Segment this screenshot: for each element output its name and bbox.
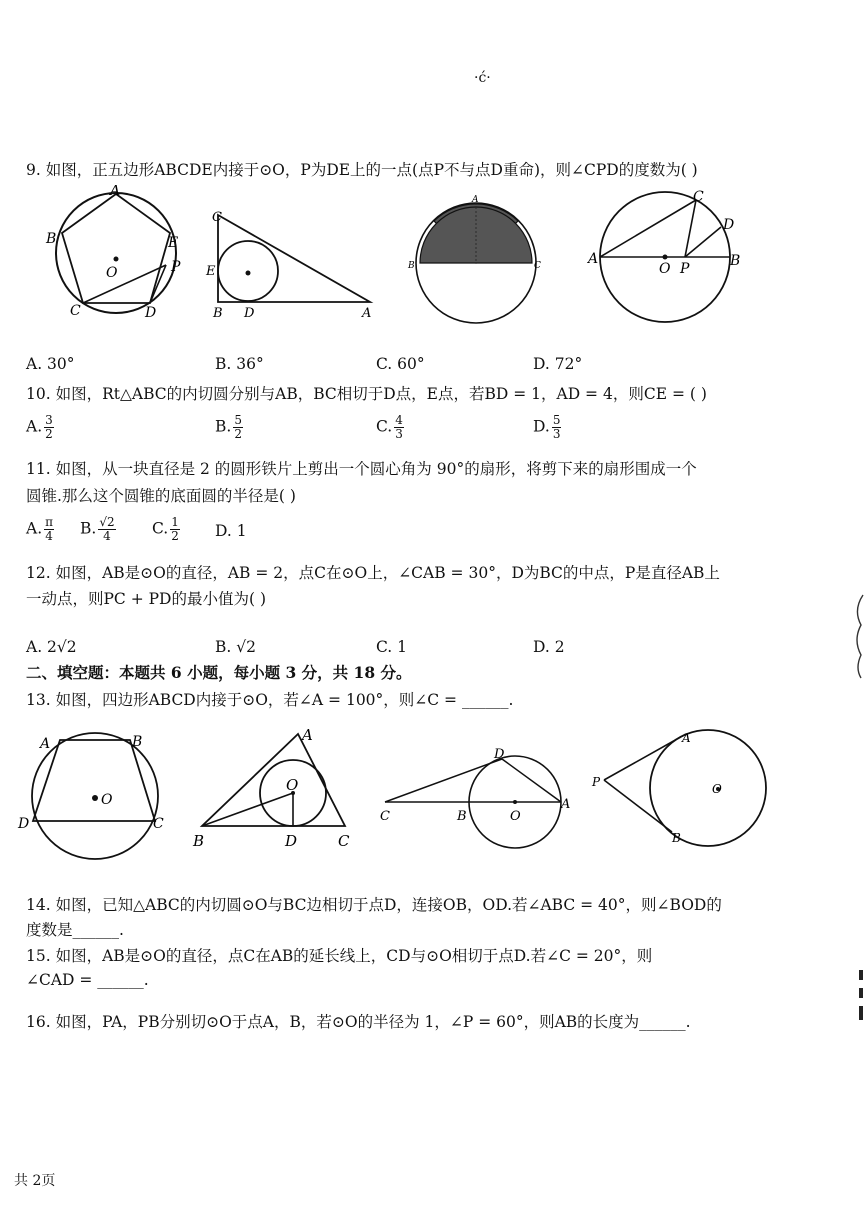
- label-E: E: [168, 235, 179, 251]
- label-P: P: [592, 775, 601, 789]
- denominator: 4: [45, 529, 53, 543]
- tangent-line-figure: [375, 742, 575, 857]
- question-10-text: 10. 如图，Rt△ABC的内切圆分别与AB，BC相切于D点，E点，若BD = 1，AD = 4，则CE = ( ): [26, 385, 707, 403]
- numerator: 5: [234, 413, 242, 427]
- question-15-line1: 15. 如图，AB是⊙O的直径，点C在AB的延长线上，CD与⊙O相切于点D.若∠C = 20°，则: [26, 947, 653, 965]
- label-B: B: [408, 261, 415, 271]
- label-A: A: [110, 185, 121, 199]
- q12-option-b: B. √2: [215, 638, 256, 656]
- label-O: O: [101, 792, 113, 808]
- scan-mark: ·ć·: [474, 70, 491, 86]
- label-B: B: [457, 809, 467, 824]
- denominator: 2: [234, 427, 242, 441]
- label-B: B: [46, 231, 57, 247]
- numerator: 1: [171, 515, 179, 529]
- numerator: 3: [45, 413, 53, 427]
- q10-option-b: [215, 414, 243, 441]
- label-C: C: [380, 809, 390, 824]
- q10-option-d: [533, 414, 561, 441]
- label-P: P: [171, 259, 181, 275]
- sector-figure: [400, 190, 550, 325]
- fraction: [44, 414, 54, 441]
- fraction: [170, 516, 180, 543]
- fraction: [552, 414, 562, 441]
- q12-option-c: C. 1: [376, 638, 408, 656]
- label-O: O: [712, 782, 722, 796]
- option-letter: B.: [80, 519, 97, 538]
- right-triangle-figure: [200, 205, 380, 320]
- question-9-text: 9. 如图，正五边形ABCDE内接于⊙O，P为DE上的一点(点P不与点D重命)，则∠CPD的度数为( ): [26, 161, 698, 179]
- label-C: C: [534, 261, 541, 271]
- option-letter: D.: [215, 522, 232, 540]
- fraction: [233, 414, 243, 441]
- margin-scribble: [849, 590, 867, 680]
- numerator: 4: [395, 413, 403, 427]
- label-D: D: [244, 306, 255, 320]
- margin-scribble: [853, 968, 867, 1028]
- numerator: π: [45, 515, 54, 529]
- page-footer: 共 2页: [14, 1173, 56, 1189]
- label-B: B: [213, 306, 223, 320]
- q9-option-a: A. 30°: [26, 355, 75, 373]
- label-A: A: [472, 195, 479, 205]
- label-D: D: [18, 816, 30, 832]
- question-16-text: 16. 如图，PA，PB分别切⊙O于点A，B，若⊙O的半径为 1，∠P = 60°，则AB的长度为______.: [26, 1013, 691, 1031]
- two-tangents-figure: [590, 728, 770, 853]
- q12-option-a: A. 2√2: [26, 638, 77, 656]
- q12-option-d: D. 2: [533, 638, 565, 656]
- label-O: O: [659, 261, 671, 277]
- q9-option-b: B. 36°: [215, 355, 264, 373]
- denominator: 4: [103, 529, 111, 543]
- question-12-line2: 一动点，则PC + PD的最小值为( ): [26, 590, 267, 608]
- q9-option-c: C. 60°: [376, 355, 425, 373]
- label-A: A: [362, 306, 372, 320]
- q9-option-d: D. 72°: [533, 355, 583, 373]
- question-14-line1: 14. 如图，已知△ABC的内切圆⊙O与BC边相切于点D，连接OB，OD.若∠ABC = 40°，则∠BOD的: [26, 896, 722, 914]
- label-D: D: [285, 832, 298, 850]
- q10-option-c: [376, 414, 404, 441]
- numerator: √2: [99, 515, 115, 529]
- label-C: C: [70, 303, 81, 319]
- label-D: D: [145, 305, 157, 320]
- incircle-figure: [190, 722, 365, 852]
- question-12-line1: 12. 如图，AB是⊙O的直径，AB = 2，点C在⊙O上，∠CAB = 30°，D为BC的中点，P是直径AB上: [26, 564, 720, 582]
- denominator: 3: [552, 427, 561, 441]
- option-letter: C.: [376, 417, 393, 436]
- q11-option-d: [215, 522, 247, 540]
- option-letter: C.: [152, 519, 169, 538]
- circle-diameter-figure: [585, 185, 745, 325]
- label-B: B: [730, 253, 741, 269]
- option-letter: A.: [26, 417, 43, 436]
- question-11-line2: 圆锥.那么这个圆锥的底面圆的半径是( ): [26, 487, 296, 505]
- question-14-line2: 度数是______.: [26, 921, 124, 939]
- option-letter: A.: [26, 519, 43, 538]
- label-A: A: [40, 736, 51, 752]
- label-D: D: [723, 217, 735, 233]
- label-A: A: [682, 731, 691, 745]
- option-letter: D.: [533, 417, 550, 436]
- denominator: 2: [45, 427, 53, 441]
- q11-option-a: [26, 516, 54, 543]
- label-C: C: [212, 210, 222, 225]
- option-letter: B.: [215, 417, 232, 436]
- cyclic-quadrilateral-figure: [15, 728, 190, 863]
- label-D: D: [494, 747, 505, 762]
- q11-option-c: [152, 516, 180, 543]
- label-B: B: [132, 734, 143, 750]
- section-heading: 二、填空题：本题共 6 小题，每小题 3 分，共 18 分。: [26, 663, 412, 682]
- label-O: O: [106, 265, 118, 281]
- question-11-line1: 11. 如图，从一块直径是 2 的圆形铁片上剪出一个圆心角为 90°的扇形，将剪下来的扇形围成一个: [26, 460, 697, 478]
- label-A: A: [561, 797, 571, 812]
- label-E: E: [206, 264, 216, 279]
- question-15-line2: ∠CAD = ______.: [26, 971, 149, 989]
- question-13-text: 13. 如图，四边形ABCD内接于⊙O，若∠A = 100°，则∠C = ______.: [26, 691, 514, 709]
- pentagon-figure: [40, 185, 200, 320]
- label-A: A: [302, 726, 313, 744]
- denominator: 3: [395, 427, 403, 441]
- numerator: 5: [552, 413, 561, 427]
- q11-option-b: [80, 516, 116, 543]
- fraction: [394, 414, 404, 441]
- fraction: [44, 516, 54, 543]
- label-B: B: [193, 832, 205, 850]
- label-A: A: [588, 251, 599, 267]
- fraction: [98, 516, 115, 543]
- label-B: B: [672, 831, 681, 845]
- label-O: O: [286, 776, 299, 794]
- label-C: C: [153, 816, 164, 832]
- q10-option-a: [26, 414, 54, 441]
- label-C: C: [338, 832, 350, 850]
- denominator: 2: [171, 529, 179, 543]
- label-O: O: [510, 809, 521, 824]
- option-value: 1: [236, 522, 247, 540]
- label-C: C: [693, 189, 704, 205]
- label-P: P: [680, 261, 690, 277]
